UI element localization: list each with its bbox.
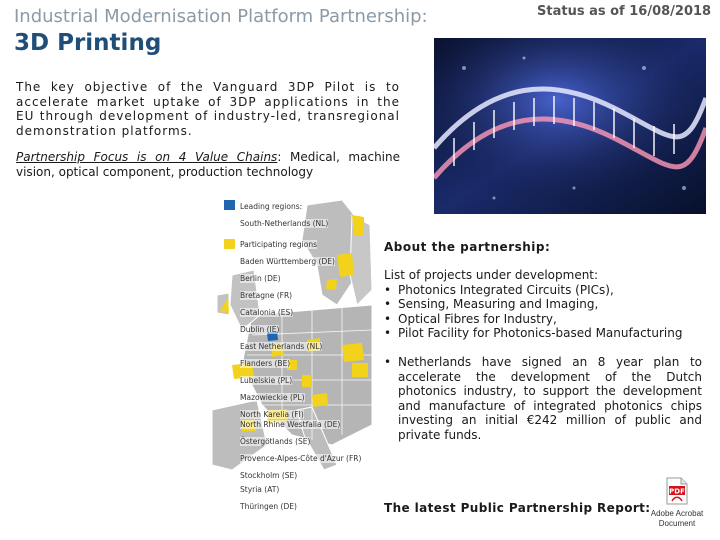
- legend-participating-label: Participating regions: [240, 240, 318, 249]
- dna-illustration: [434, 38, 706, 214]
- projects-intro: List of projects under development:: [384, 268, 599, 282]
- pdf-document-icon: [664, 477, 690, 505]
- legend-leading-region: South-Netherlands (NL): [240, 219, 329, 228]
- participating-swatch: [224, 239, 235, 249]
- legend-region: Catalonia (ES): [240, 308, 294, 317]
- leading-swatch: [224, 200, 235, 210]
- pdf-label-line2: Document: [658, 519, 696, 528]
- page-title: 3D Printing: [14, 30, 162, 56]
- legend-region: Flanders (BE): [240, 359, 291, 368]
- page-subtitle: Industrial Modernisation Platform Partnership:: [14, 6, 428, 27]
- pdf-label-line1: Adobe Acrobat: [650, 509, 704, 518]
- focus-text: Medical, machine vision, optical component, production technology: [16, 150, 400, 179]
- svg-text:PDF: PDF: [669, 487, 685, 496]
- legend-region: Stockholm (SE): [240, 471, 298, 480]
- pdf-attachment[interactable]: [644, 477, 710, 531]
- legend-region: Dublin (IE): [240, 325, 280, 334]
- legend-region: North Rhine Westfalia (DE): [240, 420, 341, 429]
- legend-region: Thüringen (DE): [240, 502, 297, 511]
- legend-region: East Netherlands (NL): [240, 342, 323, 351]
- status-date: Status as of 16/08/2018: [537, 4, 712, 19]
- focus-paragraph: [16, 150, 400, 179]
- legend-region: Östergötlands (SE): [240, 437, 311, 446]
- legend-leading-label: Leading regions:: [240, 202, 303, 211]
- list-item: • Photonics Integrated Circuits (PICs),: [384, 283, 702, 298]
- netherlands-bullet: • Netherlands have signed an 8 year plan to accelerate the development of the Dutch photonics industry, to support the development and manufacture of integrated photonics chips investing an initial €242 million of public and private funds.: [384, 355, 702, 442]
- projects-list: [384, 268, 702, 341]
- legend-region: Provence-Alpes-Côte d'Azur (FR): [240, 454, 362, 463]
- list-item: • Pilot Facility for Photonics-based Manufacturing: [384, 326, 702, 341]
- legend-region: Mazowieckie (PL): [240, 393, 305, 402]
- map-legend-continued: [222, 485, 372, 525]
- map-legend: [222, 195, 372, 485]
- objective-paragraph: The key objective of the Vanguard 3DP Pilot is to accelerate market uptake of 3DP applications in the EU through development of industry-led, transregional demonstration platforms.: [16, 80, 400, 138]
- legend-region: Berlin (DE): [240, 274, 281, 283]
- about-heading: About the partnership:: [384, 240, 551, 254]
- legend-region: Styria (AT): [240, 485, 280, 494]
- list-item: • Sensing, Measuring and Imaging,: [384, 297, 702, 312]
- focus-colon: :: [277, 150, 282, 164]
- list-item: • Optical Fibres for Industry,: [384, 312, 702, 327]
- legend-region: North Karelia (FI): [240, 410, 304, 419]
- report-label: The latest Public Partnership Report:: [384, 501, 651, 515]
- legend-region: Bretagne (FR): [240, 291, 293, 300]
- legend-region: Lubelskie (PL): [240, 376, 293, 385]
- legend-region: Baden Württemberg (DE): [240, 257, 335, 266]
- focus-heading: Partnership Focus is on 4 Value Chains: [16, 150, 278, 164]
- dna-photo: [434, 38, 706, 214]
